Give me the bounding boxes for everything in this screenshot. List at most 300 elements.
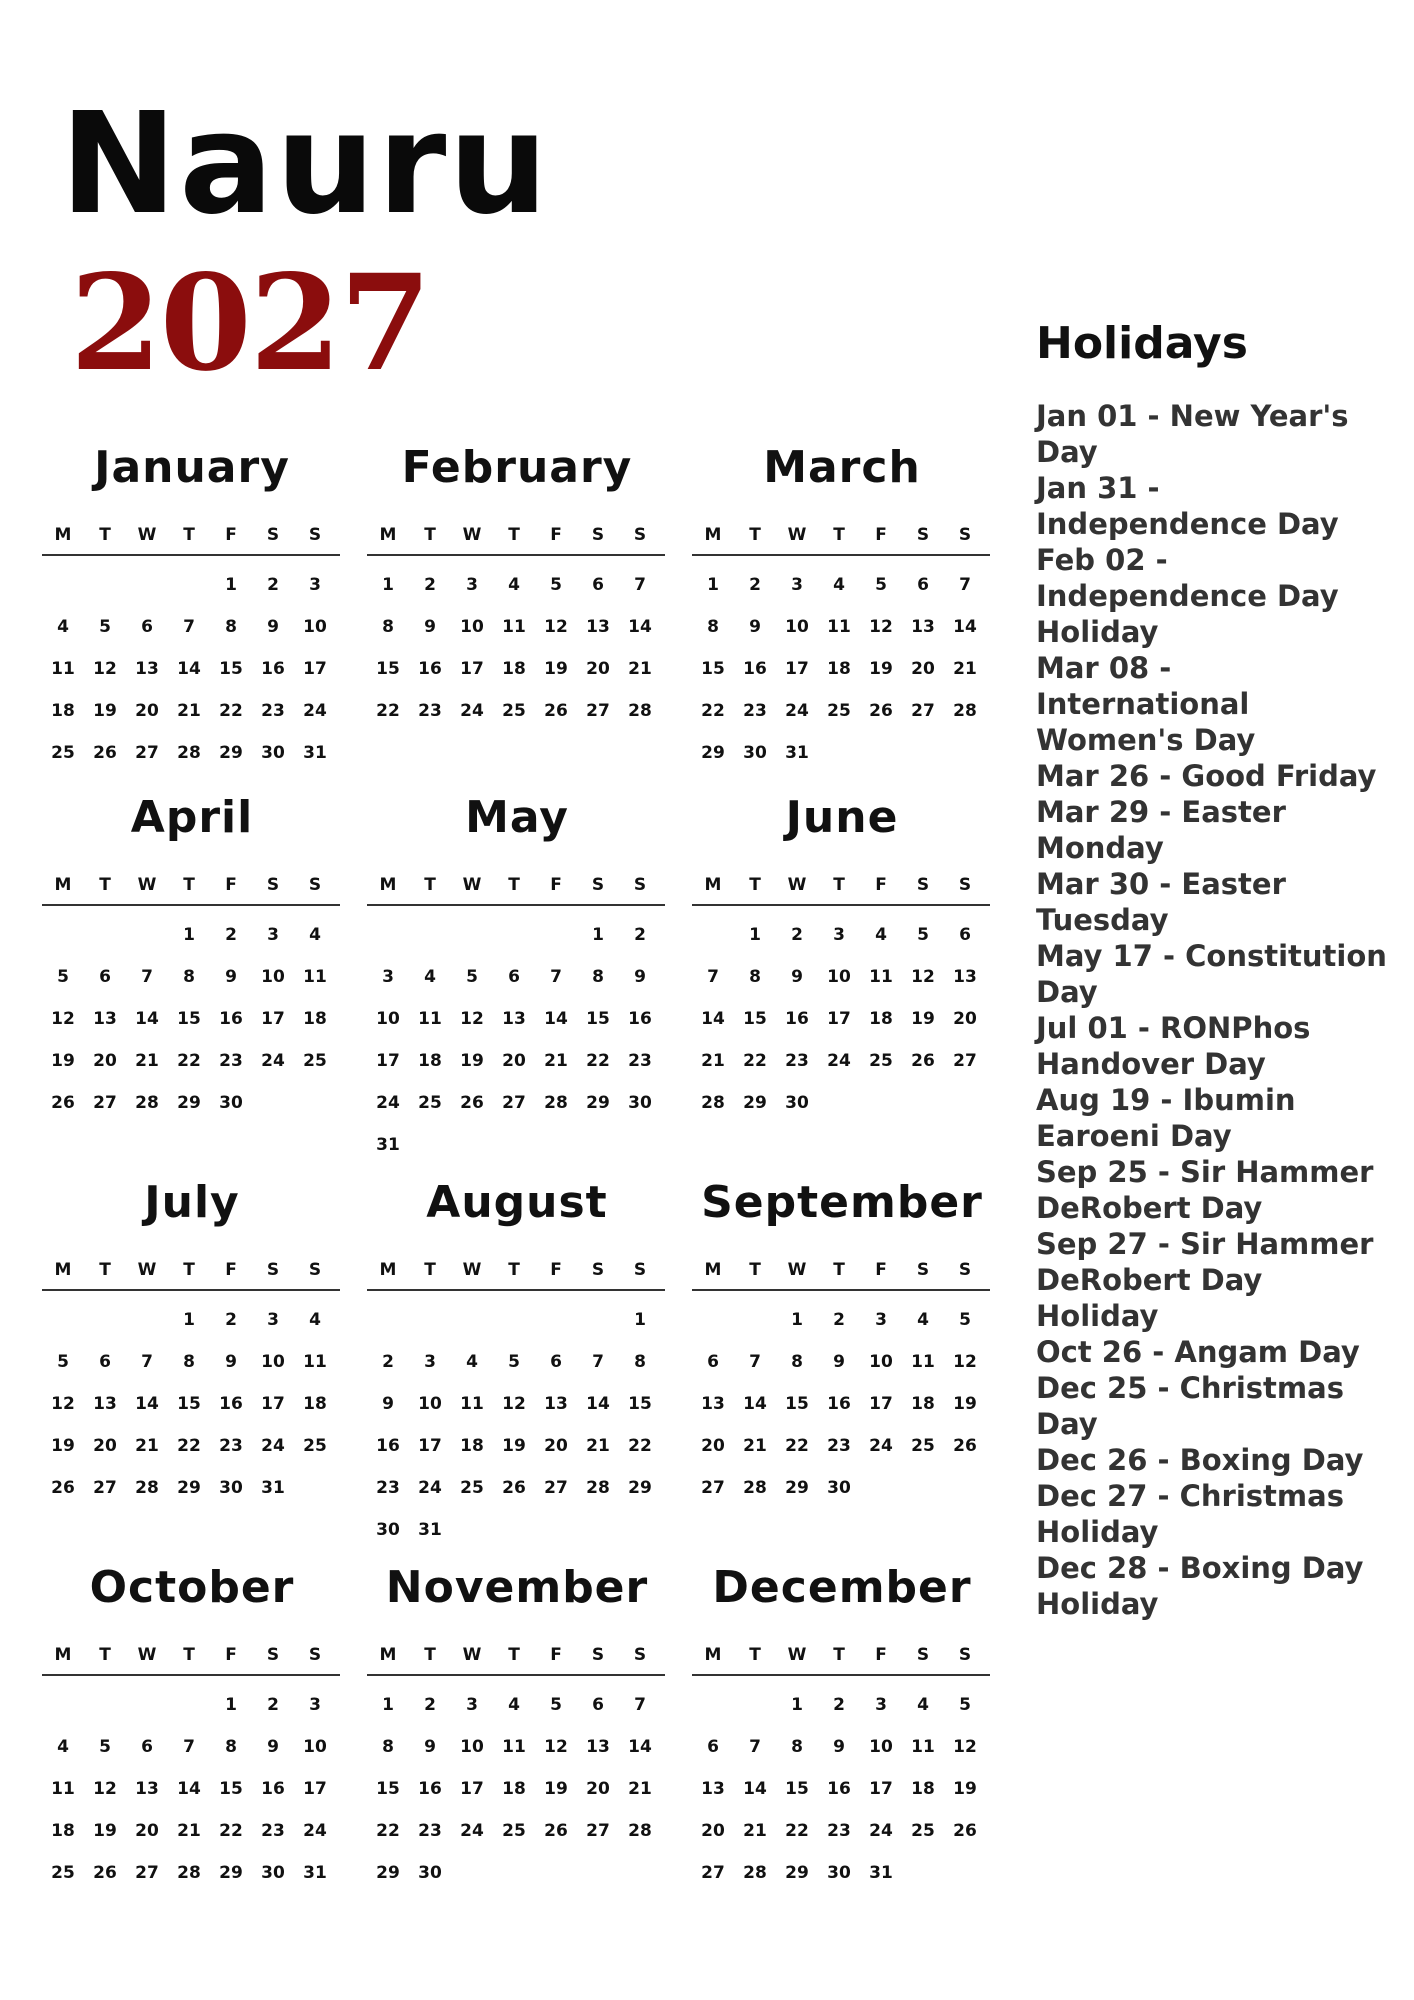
day-cell: 1 <box>225 1695 237 1715</box>
day-cell: 29 <box>701 743 725 763</box>
day-cell: 26 <box>953 1436 977 1456</box>
month-5 <box>692 790 992 1124</box>
day-cell: 13 <box>93 1009 117 1029</box>
day-cell <box>692 914 734 956</box>
day-cell <box>367 914 409 956</box>
day-cell: 7 <box>749 1737 761 1757</box>
weekday-label: S <box>308 1645 322 1665</box>
day-cell: 17 <box>460 659 484 679</box>
day-cell: 15 <box>628 1394 652 1414</box>
day-cell: 7 <box>141 967 153 987</box>
weekday-header <box>42 870 342 900</box>
day-cell: 16 <box>418 1779 442 1799</box>
holiday-list <box>1036 398 1396 1622</box>
weekday-header <box>367 870 667 900</box>
day-cell: 31 <box>303 743 327 763</box>
day-cell: 3 <box>875 1695 887 1715</box>
week-row <box>367 1509 667 1551</box>
day-cell <box>252 1082 294 1124</box>
day-cell: 5 <box>550 1695 562 1715</box>
day-cell: 2 <box>225 925 237 945</box>
day-cell: 19 <box>51 1051 75 1071</box>
day-cell: 4 <box>57 1737 69 1757</box>
day-cell <box>734 1684 776 1726</box>
week-row <box>42 1726 342 1768</box>
day-cell: 25 <box>460 1478 484 1498</box>
month-2 <box>692 440 992 774</box>
day-cell: 30 <box>219 1478 243 1498</box>
day-cell: 5 <box>99 1737 111 1757</box>
header-rule <box>367 904 665 906</box>
day-cell: 17 <box>303 659 327 679</box>
day-cell <box>451 1509 493 1551</box>
weekday-header <box>692 870 992 900</box>
month-7 <box>367 1175 667 1551</box>
holiday-line: Day <box>1036 975 1098 1009</box>
week-row <box>42 914 342 956</box>
day-cell: 29 <box>628 1478 652 1498</box>
day-cell: 18 <box>303 1394 327 1414</box>
holiday-line: Monday <box>1036 831 1164 865</box>
weekday-label: S <box>266 1260 280 1280</box>
day-cell: 26 <box>911 1051 935 1071</box>
weekday-label: S <box>308 875 322 895</box>
day-cell: 18 <box>502 659 526 679</box>
day-cell: 27 <box>586 1821 610 1841</box>
weekday-label: T <box>183 1645 195 1665</box>
day-cell <box>294 1082 336 1124</box>
day-cell: 1 <box>382 575 394 595</box>
day-cell: 26 <box>93 743 117 763</box>
day-cell: 4 <box>466 1352 478 1372</box>
week-row <box>42 1341 342 1383</box>
day-cell: 3 <box>875 1310 887 1330</box>
day-cell: 5 <box>917 925 929 945</box>
day-cell <box>84 564 126 606</box>
month-name: March <box>763 442 921 493</box>
day-cell <box>944 1852 986 1894</box>
week-row <box>692 1810 992 1852</box>
day-cell: 5 <box>99 617 111 637</box>
day-cell: 29 <box>785 1863 809 1883</box>
weekday-label: T <box>833 525 845 545</box>
day-cell: 21 <box>628 1779 652 1799</box>
weeks <box>692 1299 992 1509</box>
month-4 <box>367 790 667 1166</box>
header-rule <box>692 554 990 556</box>
day-cell: 30 <box>785 1093 809 1113</box>
weeks <box>42 1684 342 1894</box>
day-cell: 12 <box>953 1737 977 1757</box>
day-cell: 11 <box>502 1737 526 1757</box>
weekday-label: M <box>704 1260 722 1280</box>
weekday-header <box>692 520 992 550</box>
day-cell: 26 <box>953 1821 977 1841</box>
day-cell: 9 <box>749 617 761 637</box>
day-cell: 6 <box>917 575 929 595</box>
day-cell: 11 <box>51 1779 75 1799</box>
week-row <box>692 1341 992 1383</box>
day-cell: 28 <box>953 701 977 721</box>
week-row <box>42 1684 342 1726</box>
day-cell: 8 <box>183 967 195 987</box>
day-cell: 19 <box>911 1009 935 1029</box>
holiday-line: Sep 27 - Sir Hammer <box>1036 1227 1374 1261</box>
weeks <box>367 1684 667 1894</box>
day-cell: 4 <box>57 617 69 637</box>
weekday-header <box>367 520 667 550</box>
weekday-label: F <box>225 1260 237 1280</box>
weekday-label: W <box>137 1260 157 1280</box>
weekday-label: M <box>704 525 722 545</box>
day-cell: 6 <box>707 1737 719 1757</box>
holiday-line: Holiday <box>1036 1299 1159 1333</box>
day-cell: 14 <box>743 1779 767 1799</box>
day-cell <box>84 1299 126 1341</box>
day-cell: 18 <box>911 1394 935 1414</box>
weekday-header <box>42 520 342 550</box>
holiday-line: Day <box>1036 1407 1098 1441</box>
day-cell: 27 <box>544 1478 568 1498</box>
day-cell: 13 <box>953 967 977 987</box>
day-cell: 27 <box>93 1478 117 1498</box>
day-cell: 18 <box>418 1051 442 1071</box>
day-cell: 15 <box>586 1009 610 1029</box>
day-cell: 17 <box>869 1779 893 1799</box>
holiday-line: DeRobert Day <box>1036 1263 1263 1297</box>
day-cell: 4 <box>424 967 436 987</box>
weekday-label: T <box>749 875 761 895</box>
weeks <box>42 1299 342 1509</box>
weekday-header <box>367 1640 667 1670</box>
week-row <box>367 1082 667 1124</box>
day-cell: 13 <box>586 617 610 637</box>
day-cell: 19 <box>51 1436 75 1456</box>
day-cell <box>944 1467 986 1509</box>
day-cell: 3 <box>833 925 845 945</box>
day-cell: 15 <box>376 659 400 679</box>
day-cell <box>944 732 986 774</box>
day-cell: 11 <box>869 967 893 987</box>
day-cell: 16 <box>261 1779 285 1799</box>
day-cell: 24 <box>303 701 327 721</box>
day-cell: 28 <box>628 701 652 721</box>
month-9 <box>42 1560 342 1894</box>
day-cell: 14 <box>177 1779 201 1799</box>
day-cell <box>493 1124 535 1166</box>
weeks <box>42 564 342 774</box>
day-cell: 10 <box>376 1009 400 1029</box>
weekday-label: S <box>266 875 280 895</box>
day-cell: 25 <box>303 1051 327 1071</box>
day-cell: 25 <box>502 701 526 721</box>
day-cell: 9 <box>267 617 279 637</box>
day-cell: 7 <box>707 967 719 987</box>
day-cell: 21 <box>743 1436 767 1456</box>
holiday-line: Jan 31 - <box>1036 471 1160 505</box>
day-cell: 12 <box>460 1009 484 1029</box>
weekday-label: T <box>424 1260 436 1280</box>
weekday-label: T <box>99 1260 111 1280</box>
weekday-label: F <box>225 525 237 545</box>
day-cell: 7 <box>592 1352 604 1372</box>
day-cell: 7 <box>183 1737 195 1757</box>
day-cell <box>451 1124 493 1166</box>
weekday-label: F <box>225 1645 237 1665</box>
day-cell: 28 <box>135 1093 159 1113</box>
month-0 <box>42 440 342 774</box>
week-row <box>42 956 342 998</box>
weekday-label: F <box>225 875 237 895</box>
month-8 <box>692 1175 992 1509</box>
day-cell <box>42 914 84 956</box>
day-cell: 30 <box>418 1863 442 1883</box>
holiday-line: Earoeni Day <box>1036 1119 1232 1153</box>
day-cell <box>451 914 493 956</box>
weekday-label: M <box>704 875 722 895</box>
day-cell: 24 <box>261 1051 285 1071</box>
holidays-panel <box>1036 318 1396 1622</box>
day-cell: 15 <box>785 1779 809 1799</box>
weekday-label: S <box>958 525 972 545</box>
day-cell: 23 <box>418 701 442 721</box>
day-cell: 22 <box>785 1821 809 1841</box>
week-row <box>42 732 342 774</box>
week-row <box>42 1768 342 1810</box>
day-cell: 29 <box>219 743 243 763</box>
day-cell <box>619 1509 661 1551</box>
header-rule <box>42 1674 340 1676</box>
weekday-label: F <box>875 875 887 895</box>
day-cell: 18 <box>303 1009 327 1029</box>
day-cell: 9 <box>225 967 237 987</box>
day-cell: 21 <box>135 1051 159 1071</box>
day-cell <box>294 1467 336 1509</box>
month-1 <box>367 440 667 732</box>
weekday-label: S <box>266 1645 280 1665</box>
day-cell: 12 <box>502 1394 526 1414</box>
day-cell: 16 <box>827 1779 851 1799</box>
day-cell: 23 <box>219 1051 243 1071</box>
day-cell: 30 <box>827 1863 851 1883</box>
day-cell: 3 <box>309 575 321 595</box>
day-cell <box>619 1852 661 1894</box>
day-cell: 19 <box>544 1779 568 1799</box>
day-cell <box>944 1082 986 1124</box>
day-cell: 6 <box>99 967 111 987</box>
day-cell: 25 <box>418 1093 442 1113</box>
header-rule <box>692 904 990 906</box>
weekday-label: F <box>550 1260 562 1280</box>
day-cell: 17 <box>785 659 809 679</box>
day-cell <box>535 1509 577 1551</box>
day-cell: 10 <box>869 1352 893 1372</box>
day-cell: 16 <box>785 1009 809 1029</box>
day-cell: 7 <box>634 575 646 595</box>
day-cell: 28 <box>177 743 201 763</box>
day-cell: 17 <box>303 1779 327 1799</box>
day-cell: 9 <box>424 617 436 637</box>
day-cell: 2 <box>791 925 803 945</box>
holiday-line: Holiday <box>1036 615 1159 649</box>
holiday-line: Women's Day <box>1036 723 1256 757</box>
week-row <box>692 732 992 774</box>
day-cell: 24 <box>827 1051 851 1071</box>
weekday-label: M <box>379 1260 397 1280</box>
holiday-line: International <box>1036 687 1250 721</box>
weekday-label: F <box>550 1645 562 1665</box>
weeks <box>692 1684 992 1894</box>
holiday-line: Dec 26 - Boxing Day <box>1036 1443 1364 1477</box>
day-cell: 30 <box>219 1093 243 1113</box>
day-cell <box>577 1509 619 1551</box>
day-cell <box>126 1299 168 1341</box>
week-row <box>367 606 667 648</box>
header-rule <box>42 554 340 556</box>
day-cell: 24 <box>460 701 484 721</box>
day-cell: 8 <box>225 1737 237 1757</box>
week-row <box>367 1768 667 1810</box>
day-cell: 8 <box>382 617 394 637</box>
day-cell <box>84 1684 126 1726</box>
weekday-label: T <box>424 1645 436 1665</box>
day-cell: 14 <box>135 1009 159 1029</box>
day-cell <box>535 1852 577 1894</box>
week-row <box>367 564 667 606</box>
day-cell: 19 <box>93 1821 117 1841</box>
day-cell: 14 <box>177 659 201 679</box>
day-cell: 14 <box>544 1009 568 1029</box>
day-cell: 14 <box>135 1394 159 1414</box>
day-cell: 5 <box>550 575 562 595</box>
weekday-label: F <box>550 525 562 545</box>
weekday-label: T <box>749 525 761 545</box>
day-cell: 21 <box>586 1436 610 1456</box>
day-cell: 28 <box>135 1478 159 1498</box>
day-cell <box>535 914 577 956</box>
holidays-title: Holidays <box>1036 318 1248 369</box>
day-cell: 4 <box>508 575 520 595</box>
weekday-label: S <box>958 875 972 895</box>
day-cell: 22 <box>376 1821 400 1841</box>
day-cell: 6 <box>592 1695 604 1715</box>
day-cell: 17 <box>460 1779 484 1799</box>
day-cell: 29 <box>376 1863 400 1883</box>
day-cell: 24 <box>418 1478 442 1498</box>
day-cell: 26 <box>544 701 568 721</box>
day-cell: 10 <box>303 617 327 637</box>
month-name: May <box>465 792 569 843</box>
day-cell: 8 <box>707 617 719 637</box>
weekday-header <box>367 1255 667 1285</box>
holiday-line: Handover Day <box>1036 1047 1266 1081</box>
day-cell: 11 <box>911 1737 935 1757</box>
day-cell: 9 <box>382 1394 394 1414</box>
day-cell: 8 <box>382 1737 394 1757</box>
day-cell: 1 <box>592 925 604 945</box>
day-cell: 25 <box>51 743 75 763</box>
day-cell <box>42 1299 84 1341</box>
header-rule <box>367 554 665 556</box>
header-rule <box>42 1289 340 1291</box>
day-cell: 13 <box>701 1779 725 1799</box>
day-cell: 23 <box>785 1051 809 1071</box>
day-cell: 18 <box>51 1821 75 1841</box>
day-cell: 19 <box>502 1436 526 1456</box>
weekday-label: S <box>958 1260 972 1280</box>
day-cell: 30 <box>376 1520 400 1540</box>
day-cell: 12 <box>544 617 568 637</box>
weekday-label: S <box>633 1645 647 1665</box>
day-cell: 1 <box>183 1310 195 1330</box>
day-cell <box>902 1082 944 1124</box>
day-cell: 19 <box>544 659 568 679</box>
day-cell: 4 <box>833 575 845 595</box>
day-cell: 15 <box>219 659 243 679</box>
day-cell: 15 <box>177 1394 201 1414</box>
day-cell: 10 <box>460 617 484 637</box>
day-cell: 25 <box>827 701 851 721</box>
day-cell: 28 <box>743 1863 767 1883</box>
holiday-line: Holiday <box>1036 1515 1159 1549</box>
day-cell: 2 <box>267 575 279 595</box>
day-cell: 22 <box>177 1051 201 1071</box>
week-row <box>42 1810 342 1852</box>
day-cell: 20 <box>544 1436 568 1456</box>
day-cell: 20 <box>586 659 610 679</box>
day-cell: 26 <box>93 1863 117 1883</box>
weekday-header <box>42 1255 342 1285</box>
day-cell: 29 <box>586 1093 610 1113</box>
weeks <box>367 1299 667 1551</box>
day-cell <box>409 914 451 956</box>
day-cell: 20 <box>93 1436 117 1456</box>
year-title: 2027 <box>70 246 430 401</box>
day-cell: 18 <box>460 1436 484 1456</box>
day-cell: 27 <box>953 1051 977 1071</box>
day-cell: 25 <box>303 1436 327 1456</box>
weekday-label: T <box>833 875 845 895</box>
day-cell: 31 <box>869 1863 893 1883</box>
weekday-label: S <box>633 1260 647 1280</box>
day-cell: 22 <box>743 1051 767 1071</box>
day-cell: 1 <box>707 575 719 595</box>
day-cell: 4 <box>917 1695 929 1715</box>
day-cell: 28 <box>628 1821 652 1841</box>
header-rule <box>367 1289 665 1291</box>
day-cell: 5 <box>508 1352 520 1372</box>
day-cell: 13 <box>502 1009 526 1029</box>
month-name: November <box>385 1562 649 1613</box>
week-row <box>367 1040 667 1082</box>
day-cell: 20 <box>135 1821 159 1841</box>
day-cell: 1 <box>382 1695 394 1715</box>
day-cell: 10 <box>418 1394 442 1414</box>
month-name: January <box>94 442 290 493</box>
day-cell: 1 <box>634 1310 646 1330</box>
day-cell <box>451 1852 493 1894</box>
day-cell <box>902 1467 944 1509</box>
day-cell: 3 <box>309 1695 321 1715</box>
weekday-label: T <box>508 875 520 895</box>
week-row <box>692 1726 992 1768</box>
week-row <box>42 1299 342 1341</box>
month-name: April <box>130 792 254 843</box>
holiday-line: Mar 30 - Easter <box>1036 867 1286 901</box>
holiday-line: Holiday <box>1036 1587 1159 1621</box>
day-cell: 30 <box>261 1863 285 1883</box>
weekday-label: M <box>54 1645 72 1665</box>
